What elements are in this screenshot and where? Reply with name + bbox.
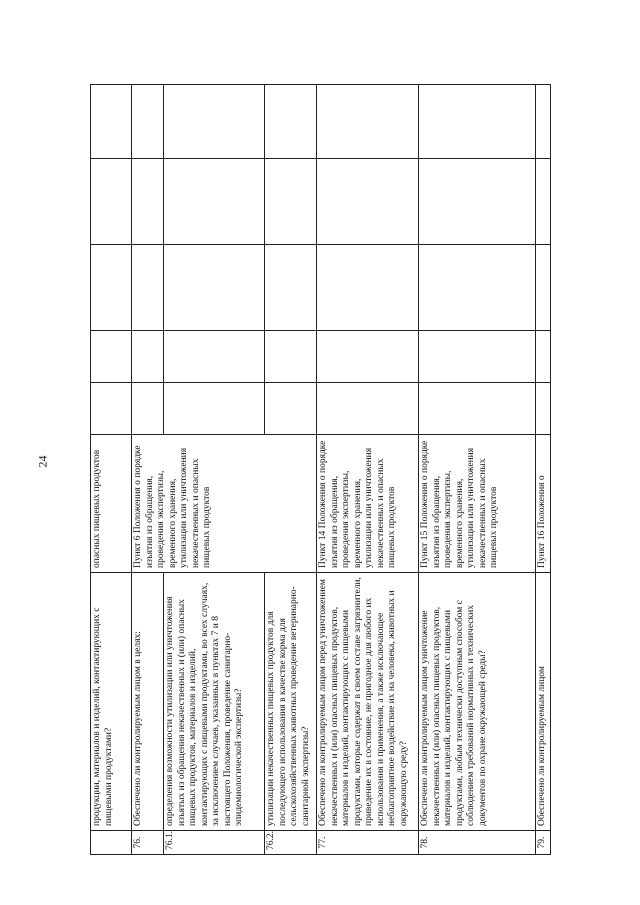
empty-cell [536,159,551,245]
empty-cell [317,85,419,159]
checklist-table [90,84,551,855]
row-number: 79. [536,831,551,855]
empty-cell [132,245,164,331]
empty-cell [317,331,419,383]
reference-cell: Пункт 16 Положения о [536,435,551,573]
empty-cell [132,331,164,383]
row-number: 76.1. [164,831,265,855]
table-row [419,85,536,855]
empty-cell [419,85,536,159]
row-number: 77. [317,831,419,855]
empty-cell [132,383,164,435]
empty-cell [91,383,132,435]
empty-cell [317,245,419,331]
empty-cell [91,85,132,159]
empty-cell [536,245,551,331]
row-number: 76.2. [265,831,317,855]
empty-cell [91,331,132,383]
empty-cell [265,245,317,331]
empty-cell [536,383,551,435]
table-row [317,85,419,855]
reference-cell: Пункт 15 Положения о порядке изъятия из обращения, проведения экспертизы, временного хранения, утилизации или уничтожения некачественных и опасных пищевых продуктов [419,435,536,573]
empty-cell [536,85,551,159]
empty-cell [419,331,536,383]
reference-cell: опасных пищевых продуктов [91,435,132,573]
table-row [536,85,551,855]
empty-cell [91,159,132,245]
empty-cell [265,159,317,245]
empty-cell [419,245,536,331]
row-number: 78. [419,831,536,855]
empty-cell [132,85,164,159]
empty-cell [91,245,132,331]
question-cell: Обеспечено ли контролируемым лицом [536,573,551,831]
empty-cell [164,85,265,159]
empty-cell [164,159,265,245]
empty-cell [419,159,536,245]
question-cell: Обеспечено ли контролируемым лицом в целях: [132,573,164,831]
page-number: 24 [35,455,50,468]
empty-cell [265,331,317,383]
question-cell: утилизации некачественных пищевых продуктов для последующего использования в качестве корма для сельскохозяйственных животных проведение ветеринарно-санитарной экспертизы? [265,573,317,831]
empty-cell [317,159,419,245]
reference-cell: Пункт 6 Положения о порядке изъятия из обращения, проведения экспертизы, временного хранения, утилизации или уничтожения некачественных и опасных пищевых продуктов [132,435,317,573]
empty-cell [265,85,317,159]
question-cell: Обеспечено ли контролируемым лицом уничтожение некачественных и (или) опасных пищевых продуктов, материалов и изделий, контактирующих с пищевыми продуктами, любым технически доступным способом с соблюдением требований нормативных и технических документов по охране окружающей среды? [419,573,536,831]
question-cell: Обеспечено ли контролируемым лицом перед уничтожением некачественных и (или) опасных пищевых продуктов, материалов и изделий, контактирующих с пищевыми продуктами, которые содержат в своем составе загрязнители, приведение их в состояние, не пригодное для любого их использования и применения, а также исключающее неблагоприятное воздействие их на человека, животных и окружающую среду? [317,573,419,831]
table-row [132,85,164,855]
empty-cell [536,331,551,383]
table-row [91,85,132,855]
row-number: 76. [132,831,164,855]
empty-cell [317,383,419,435]
question-cell: определения возможности утилизации или уничтожения изъятых из обращения некачественных и (или) опасных пищевых продуктов, материалов и изделий, контактирующих с пищевыми продуктами, во всех случаях, за исключением случаев, указанных в пунктах 7 и 8 настоящего Положения, проведение санитарно-эпидемиологической экспертизы? [164,573,265,831]
empty-cell [419,383,536,435]
empty-cell [132,159,164,245]
empty-cell [265,383,317,435]
empty-cell [164,245,265,331]
empty-cell [164,331,265,383]
reference-cell: Пункт 14 Положения о порядке изъятия из обращения, проведения экспертизы, временного хранения, утилизации или уничтожения некачественных и опасных пищевых продуктов [317,435,419,573]
empty-cell [164,383,265,435]
question-cell: продукции, материалов и изделий, контактирующих с пищевыми продуктами? [91,573,132,831]
rotated-table-wrapper [90,85,577,855]
row-number [91,831,132,855]
